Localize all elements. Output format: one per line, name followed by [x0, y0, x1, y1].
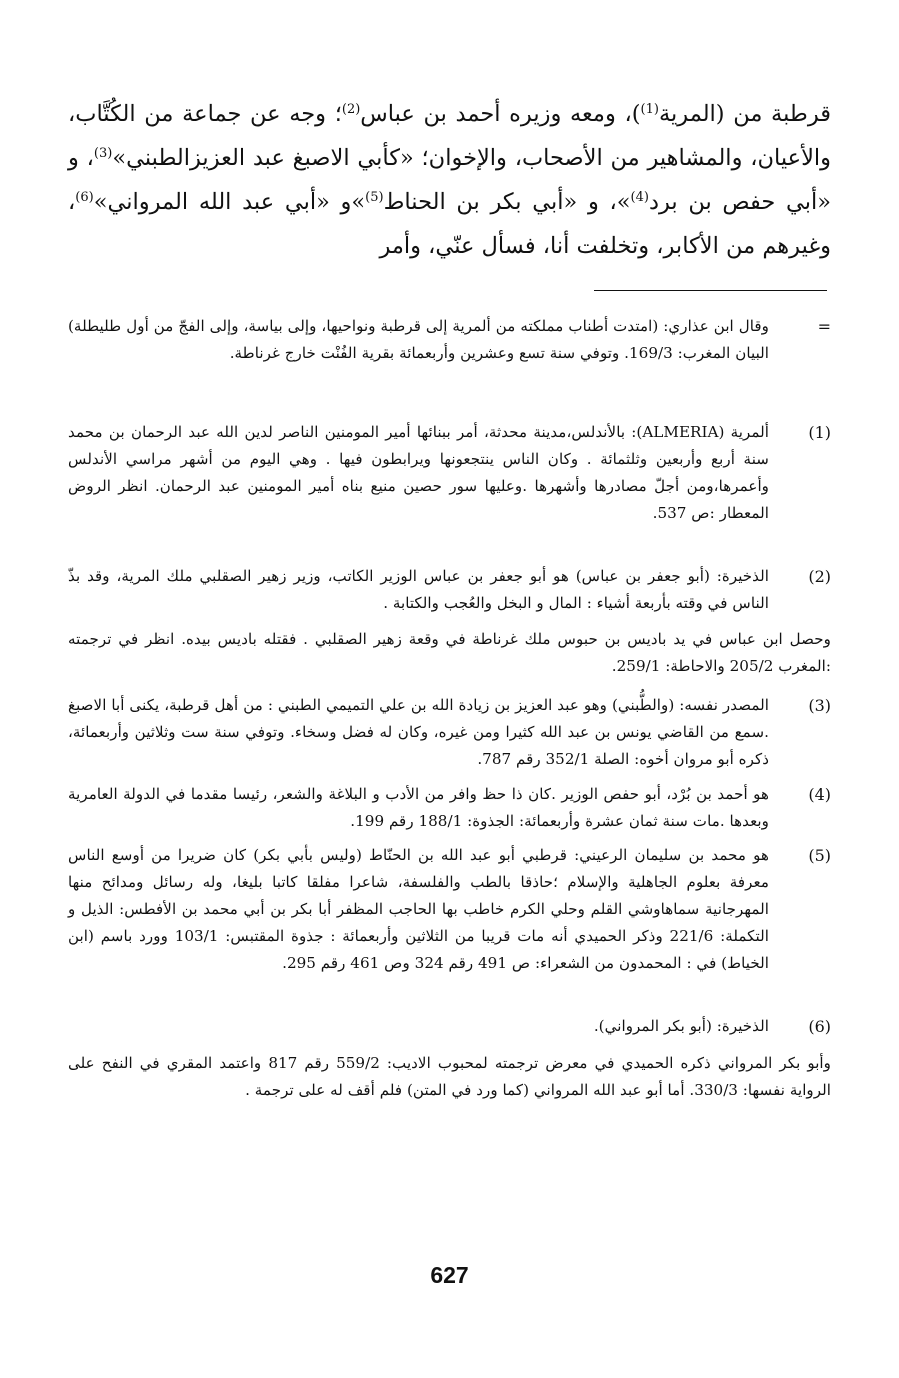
text-run: »، و «أبي بكر بن الحناط: [383, 189, 631, 215]
footnote-text: هو محمد بن سليمان الرعيني: قرطبي أبو عبد الله بن الحنّاط (وليس بأبي بكر) كان ضريرا من أوسع الناس معرفة بعلوم الجاهلية والإسلام ؛حاذقا بالطب والفلسفة، شاعرا مفلقا كاتبا بليغا، وله رسائل ومدائح منها المهرجانية سماهاوشي القلم وحلي الكرم خاطب بها الحاجب المظفر أبا بكر بن أبي محمد بن الأفطس: الذيل و التكملة: 221/6 وذكر الحميدي أنه مات قريبا من الثلاثين وأربعمائة : جذوة المقتبس: 103/1 وورد باسم (ابن الخياط) في : المحمدون من الشعراء: ص 491 رقم 324 وص 461 رقم 295.: [68, 846, 769, 972]
footnote-text: وأبو بكر المرواني ذكره الحميدي في معرض ترجمته لمحبوب الاديب: 559/2 رقم 817 واعتمد المقري في النفح على الرواية نفسها: 330/3. أما أبو عبد الله المرواني (كما ورد في المتن) فلم أقف له على ترجمة .: [68, 1054, 831, 1099]
main-paragraph: [68, 92, 831, 268]
footnote-ref-5: (5): [365, 190, 384, 205]
text-run: ، و «أبي حفص بن برد: [68, 145, 831, 215]
footnote-2: [68, 563, 831, 619]
footnote-3: [68, 692, 831, 776]
text-run: ، وغيرهم من الأكابر، وتخلفت أنا، فسأل عنّي، وأمر: [68, 189, 831, 259]
footnote-text: الذخيرة: (أبو بكر المرواني).: [593, 1017, 769, 1035]
footnotes: [68, 313, 831, 1104]
footnote-text: وقال ابن عذاري: (امتدت أطناب مملكته من ألمرية إلى قرطبة ونواحيها، وإلى بياسة، وإلى الفجّ من أول طليطلة) البيان المغرب: 169/3. وتوفي سنة تسع وعشرين وأربعمائة بقرية الفُنْت خارج غرناطة.: [68, 317, 769, 362]
footnote-5: [68, 842, 831, 1010]
footnote-text: هو أحمد بن بُرْد، أبو حفص الوزير .كان ذا حظ وافر من الأدب و البلاغة والشعر، رئيسا مقدما في الدولة العامرية وبعدها .مات سنة ثمان عشرة وأربعمائة: الجذوة: 188/1 رقم 199.: [68, 785, 769, 830]
text-run: )، ومعه وزيره أحمد بن عباس: [360, 101, 641, 127]
footnote-continued: [68, 313, 831, 403]
text-run: قرطبة من (المرية: [658, 101, 831, 127]
footnote-number: (3): [808, 696, 831, 715]
footnote-1: [68, 419, 831, 559]
footnote-ref-6: (6): [75, 190, 94, 205]
footnote-number: (5): [808, 846, 831, 865]
footnote-separator: [594, 290, 827, 291]
footnote-6-continuation: [68, 1050, 831, 1104]
footnote-ref-1: (1): [640, 102, 659, 117]
footnote-ref-3: (3): [93, 146, 113, 161]
text-run: ؛ وجه عن جماعة من الكُتَّاب، والأعيان، والمشاهير من الأصحاب، والإخوان؛ «كأبي الاصبغ عبد العزيزالطبني»: [68, 101, 832, 171]
footnote-number: (6): [808, 1017, 831, 1036]
footnote-ref-4: (4): [630, 190, 649, 205]
footnote-2-continuation: [68, 626, 831, 682]
footnote-text: الذخيرة: (أبو جعفر بن عباس) هو أبو جعفر بن عباس الوزير الكاتب، وزير زهير الصقلبي ملك المرية، وقد بذّ الناس في وقته بأربعة أشياء : المال و البخل والعُجب والكتابة .: [68, 567, 769, 612]
footnote-6: [68, 1013, 831, 1040]
footnote-text: ألمرية (ALMERIA): بالأندلس،مدينة محدثة، أمر ببنائها أمير المومنين الناصر لدين الله عبد الرحمان بن محمد سنة أربع وأربعين وثلثمائة . وكان الناس ينتجعونها ويرابطون فيها . وهي اليوم من أشهر مراسي الأندلس وأعمرها،ومن أجلّ مصادرها وأشهرها .وعليها سور حصين منيع بناه أمير المومنين عبد الرحمان. انظر الروض المعطار :ص 537.: [68, 423, 769, 522]
footnote-4: [68, 781, 831, 837]
footnote-number: (1): [808, 423, 831, 442]
main-text: [68, 92, 831, 268]
footnote-number: (2): [808, 567, 831, 586]
text-run: »و «أبي عبد الله المرواني»: [93, 189, 366, 215]
footnote-ref-2: (2): [341, 102, 361, 117]
footnote-text: وحصل ابن عباس في يد باديس بن حبوس ملك غرناطة في وقعة زهير الصقلبي . فقتله باديس بيده. انظر في ترجمته :المغرب 205/2 والاحاطة: 259/1.: [68, 630, 831, 675]
page-number: 627: [430, 1262, 469, 1288]
footnote-number: (4): [808, 785, 831, 804]
footnote-text: المصدر نفسه: (والطُّبني) وهو عبد العزيز بن زيادة الله بن علي التميمي الطبني : من أهل قرطبة، يكنى أبا الاصبغ .سمع من القاضي يونس بن عبد الله كثيرا ومن غيره، وكان له فضل وسخاء. وتوفي سنة ست وثلاثين وأربعمائة، ذكره أبو مروان أخوه: الصلة 352/1 رقم 787.: [68, 696, 769, 768]
continuation-marker: =: [817, 317, 831, 336]
